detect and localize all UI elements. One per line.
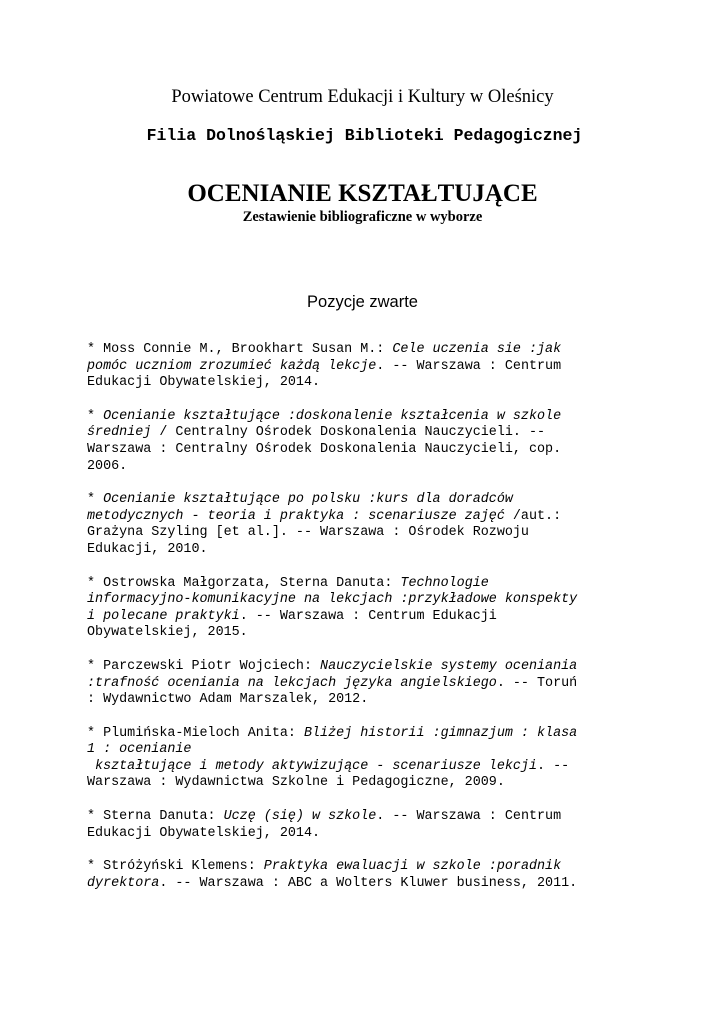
entry-line xyxy=(87,592,637,609)
entry-line xyxy=(87,442,637,459)
bibliography-entry xyxy=(87,659,637,709)
bibliography-list xyxy=(87,342,637,909)
entry-title-text: Ocenianie kształtujące po polsku :kurs dla doradców xyxy=(103,492,513,508)
entry-text: * Parczewski Piotr Wojciech: xyxy=(87,658,321,674)
entry-line xyxy=(87,809,637,826)
institution-name: Powiatowe Centrum Edukacji i Kultury w Oleśnicy xyxy=(171,87,554,107)
entry-line xyxy=(87,826,637,843)
entry-line xyxy=(87,775,637,792)
entry-line xyxy=(87,742,637,759)
entry-text: / Centralny Ośrodek Doskonalenia Nauczycieli. -- xyxy=(151,425,546,441)
entry-line xyxy=(87,759,637,776)
entry-title-text: kształtujące i metody aktywizujące - scenariusze lekcji xyxy=(87,758,537,774)
entry-line xyxy=(87,375,637,392)
entry-title-text: średniej xyxy=(87,425,152,441)
bibliography-entry xyxy=(87,342,637,392)
entry-text: Edukacji, 2010. xyxy=(87,541,208,557)
entry-line xyxy=(87,676,637,693)
section-heading: Pozycje zwarte xyxy=(307,293,418,311)
entry-text: * Moss Connie M., Brookhart Susan M.: xyxy=(87,342,393,357)
entry-text: Edukacji Obywatelskiej, 2014. xyxy=(87,375,321,391)
bibliography-entry xyxy=(87,809,637,842)
entry-text: * Plumińska-Mieloch Anita: xyxy=(87,725,304,741)
entry-title-text: Technologie xyxy=(400,575,489,591)
entry-text: * xyxy=(87,492,104,508)
entry-line xyxy=(87,625,637,642)
entry-title-text: Nauczycielskie systemy oceniania xyxy=(320,658,578,674)
entry-line xyxy=(87,409,637,426)
entry-text: : Wydawnictwo Adam Marszalek, 2012. xyxy=(87,692,369,708)
entry-text: Warszawa : Centralny Ośrodek Doskonalenia Nauczycieli, cop. xyxy=(87,441,562,457)
entry-text: Obywatelskiej, 2015. xyxy=(87,625,248,641)
entry-text: 2006. xyxy=(87,458,128,474)
entry-text: * Stróżyński Klemens: xyxy=(87,859,264,875)
entry-title-text: Ocenianie kształtujące :doskonalenie kształcenia w szkole xyxy=(103,408,562,424)
entry-line xyxy=(87,859,637,876)
entry-text: . -- Toruń xyxy=(496,675,578,691)
entry-text: . -- Warszawa : Centrum xyxy=(376,809,562,825)
entry-title-text: 1 : ocenianie xyxy=(87,742,192,758)
entry-line xyxy=(87,425,637,442)
entry-title-text: Cele uczenia sie :jak xyxy=(392,342,562,357)
entry-title-text: pomóc uczniom zrozumieć każdą lekcje xyxy=(87,358,377,374)
entry-title-text: Uczę (się) w szkole xyxy=(223,809,377,825)
entry-title-text: dyrektora xyxy=(87,875,160,891)
entry-text: Grażyna Szyling [et al.]. -- Warszawa : Ośrodek Rozwoju xyxy=(87,525,529,541)
library-branch-name: Filia Dolnośląskiej Biblioteki Pedagogicznej xyxy=(146,126,583,145)
entry-line xyxy=(87,342,637,359)
entry-line xyxy=(87,459,637,476)
entry-text: * Ostrowska Małgorzata, Sterna Danuta: xyxy=(87,575,401,591)
entry-line xyxy=(87,525,637,542)
entry-text: . -- xyxy=(537,758,570,774)
document-subtitle: Zestawienie bibliograficzne w wyborze xyxy=(242,209,483,225)
bibliography-entry xyxy=(87,492,637,558)
entry-line xyxy=(87,576,637,593)
entry-title-text: Praktyka ewaluacji w szkole :poradnik xyxy=(263,859,562,875)
entry-title-text: i polecane praktyki xyxy=(87,608,240,624)
entry-title-text: informacyjno-komunikacyjne na lekcjach :przykładowe konspekty xyxy=(87,592,578,608)
entry-line xyxy=(87,876,637,893)
bibliography-entry xyxy=(87,409,637,475)
entry-text: Warszawa : Wydawnictwa Szkolne i Pedagogiczne, 2009. xyxy=(87,775,505,791)
entry-text: . -- Warszawa : ABC a Wolters Kluwer business, 2011. xyxy=(159,875,578,891)
entry-line xyxy=(87,726,637,743)
entry-line xyxy=(87,542,637,559)
entry-text: Edukacji Obywatelskiej, 2014. xyxy=(87,825,321,841)
entry-text: * xyxy=(87,408,104,424)
entry-line xyxy=(87,609,637,626)
entry-line xyxy=(87,509,637,526)
entry-text: /aut.: xyxy=(504,508,562,524)
entry-title-text: :trafność oceniania na lekcjach języka angielskiego xyxy=(87,675,497,691)
entry-text: . -- Warszawa : Centrum Edukacji xyxy=(239,608,497,624)
entry-line xyxy=(87,692,637,709)
bibliography-entry xyxy=(87,726,637,792)
bibliography-entry xyxy=(87,859,637,892)
bibliography-entry xyxy=(87,576,637,642)
entry-title-text: Bliżej historii :gimnazjum : klasa xyxy=(303,725,578,741)
entry-title-text: metodycznych - teoria i praktyka : scenariusze zajęć xyxy=(87,508,505,524)
entry-line xyxy=(87,359,637,376)
entry-text: . -- Warszawa : Centrum xyxy=(376,358,562,374)
entry-text: * Sterna Danuta: xyxy=(87,809,224,825)
entry-line xyxy=(87,659,637,676)
document-title: OCENIANIE KSZTAŁTUJĄCE xyxy=(187,180,538,207)
entry-line xyxy=(87,492,637,509)
